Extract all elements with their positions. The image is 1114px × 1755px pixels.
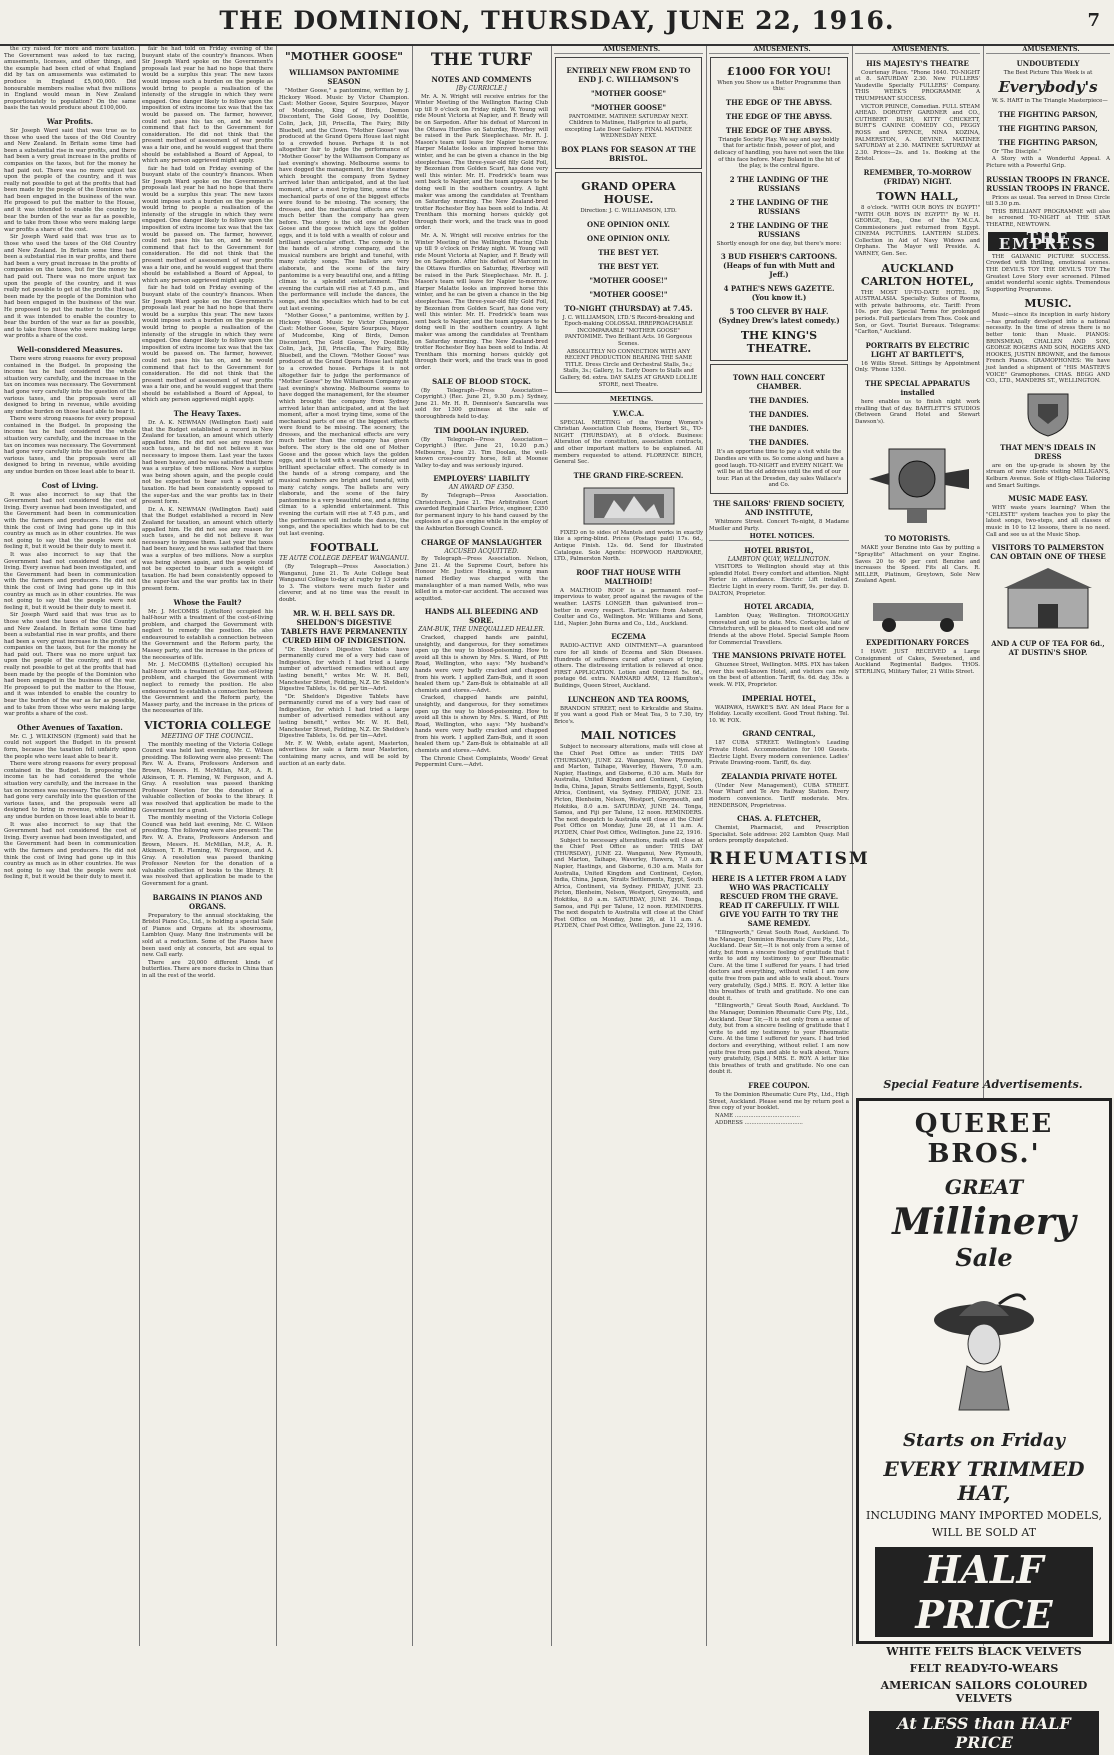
masthead	[0, 0, 1114, 46]
headline: THE TURF	[430, 50, 533, 70]
ad-text: When you Show us a Better Programme than this:	[717, 79, 841, 93]
ad-heading: ENTIRELY NEW FROM END TO END J. C. WILLIAMSON'S	[566, 65, 691, 84]
ad-line: "MOTHER GOOSE!"	[589, 289, 668, 299]
ad-text: Triangle Society Play. We say and say boldly that for artistic finish, power of plot, and delicacy of handling, you have not seen the like of this face before. Mary Boland in the hit of the play, is the central figure.	[714, 136, 844, 170]
article-text: The Chronic Chest Complaints, Woods' Great Peppermint Cure.—Advt.	[415, 755, 548, 769]
page-number: 7	[1087, 10, 1100, 31]
ad-text: are on the up-grade is shown by the stream of new clients visiting MILLIGAN'S, Kelburn Avenue. Sole of High-class Tailoring and Smart Suitings.	[986, 462, 1110, 489]
column-rule	[412, 46, 413, 1646]
opera-house-ad	[555, 172, 702, 393]
ad-line: ONE OPINION ONLY.	[586, 219, 670, 229]
ad-text: I HAVE JUST RECEIVED a Large Consignment of Cakes, Sweetened, and Auckland Regimental Badges. THOS. STERLING, Military Tailor, 21 Willis Street.	[855, 648, 980, 675]
queree-millinery-ad	[856, 1098, 1112, 1752]
column-rule	[551, 46, 552, 1646]
ad-heading: MUSIC MADE EASY.	[1008, 494, 1088, 504]
spraylite-illustration	[859, 429, 977, 529]
ad-line: TO-NIGHT (THURSDAY) at 7.45.	[564, 303, 693, 313]
shield-illustration	[1018, 388, 1078, 438]
subheadline: TE AUTE COLLEGE DEFEAT WANGANUI.	[279, 555, 409, 563]
ad-text: BRANDON STREET, next to Kirkcaldie and Stains. If you want a good Fish or Meat Tea, 5 to 7.30, try Brice's.	[554, 705, 703, 725]
ad-line: THE EDGE OF THE ABYSS.	[725, 125, 833, 135]
ad-text: Shortly enough for one day, but there's more:	[716, 240, 842, 247]
ad-text: Lambton Quay, Wellington. THOROUGHLY renovated and up to date. Mrs. Corkaylss, late of Christchurch, will be pleased to meet old and new friends at the above Hotel. Special Sample Room for Commercial Travellers.	[709, 613, 849, 646]
queree-great: GREAT	[944, 1175, 1024, 1199]
byline: [By CURRICLE.]	[456, 85, 507, 92]
ad-text: RADIO-ACTIVE AND OINTMENT—A guaranteed cure for all kinds of Eczema and Skin Diseases. Hundreds of sufferers cured after years of trying others. The distressing irritation is relieved at once. FIRST APPLICATION. Lotion and Ointment 5s. 6d., postage 6d. extra. NARNARD ARM, 12 Hamilton's Buildings, Queen Street, Auckland.	[554, 643, 703, 689]
section-header: AMUSEMENTS.	[709, 46, 849, 54]
subheading: Cost of Living.	[41, 480, 99, 490]
article-text: (By Telegraph—Press Association—Copyright.) (Rec. June 21, 9.30 p.m.) Sydney, June 21. Mr. H. R. Dennison's Sancarella was sold for 1300 guineas at the sale of thoroughbreds held to-day.	[415, 387, 548, 420]
subheadline: ACCUSED ACQUITTED.	[444, 547, 519, 555]
queree-every-trimmed-hat: EVERY TRIMMED HAT,	[883, 1457, 1085, 1505]
ad-line: 4 PATHE'S NEWS GAZETTE. (You know it.)	[723, 284, 835, 303]
ad-line: THE DANDIES.	[749, 410, 809, 420]
ad-heading: TO MOTORISTS.	[884, 534, 951, 544]
ad-text: THIS BRILLIANT PROGRAMME will also be screened TO-NIGHT at THE STAR THEATRE, NEWTOWN.	[986, 208, 1110, 228]
subheading: TIM DOOLAN INJURED.	[434, 425, 529, 435]
ad-heading: REMEMBER, TO-MORROW (FRIDAY) NIGHT.	[863, 167, 972, 186]
article-text: Sir Joseph Ward said that was true as to those who used the taxes of the Old Country and New Zealand. In Britain some time had been a substantial rise in war profits, and there had been a very great increase in the profits of companies on the taxes, but for the money he had paid out. There was no more unjust tax upon the people of the country, and it was really not possible to get at the profits that had been made by the people of the Dominion who had been engaged in the business of the war. He proposed to put the matter to the House, and it was intended to enable the country to bear the burden of the war as far as possible, and to take from those who were making large war profits a share of the cost.	[4, 127, 136, 233]
ad-heading: MUSIC.	[1024, 297, 1072, 311]
ad-text: "Ellingworth," Great South Road, Auckland. To the Manager, Dominion Rheumatic Cure Pty., Ltd., Auckland. Dear Sir,—It is not only from a sense of duty, but from a sincere feeling of gratitude that I write to add my testimony to your Rheumatic Cure. At the time I suffered for years. I had tried doctors and everything, without relief. I am now quite free from pain and able to walk about. Yours very gratefully, (Sgd.) MRS. E. ROY. A letter like this breathes of truth and gratitude. No one can doubt it.	[709, 1003, 849, 1076]
queree-ready-to-wears: FELT READY-TO-WEARS	[909, 1662, 1059, 1675]
article-text: There were strong reasons for every proposal contained in the Budget. In proposing the income tax he had considered the whole situation very carefully, and the increase in the tax on incomes was necessary. The Government had gone very carefully into the question of the various taxes, and the proposals were all designed to bring in revenue, while avoiding any undue burden on those least able to bear it.	[4, 355, 136, 415]
article-text: fair he had told on Friday evening of the buoyant state of the country's finances. When Sir Joseph Ward spoke on the Government's proposals last year he had no hope that there would be a surplus this year. The new taxes would impose such a burden on the people as would bring to people a realisation of the intensity of the struggle in which they were engaged. One danger likely to follow upon the imposition of extra income tax was that the tax would be passed on. The farmer, however, could not pass his tax on, and he would commend that fact to the Government for consideration. He did not think that the present method of assessment of war profits was a fair one, and he would suggest that there should be established a Board of Appeal, to which any person aggrieved might apply.	[142, 165, 273, 284]
subheading: Well-considered Measures.	[17, 344, 123, 354]
ad-heading: LUNCHEON AND TEA ROOMS,	[567, 694, 690, 704]
ad-line: THE DANDIES.	[749, 396, 809, 406]
subheading: EMPLOYERS' LIABILITY	[433, 474, 530, 484]
column-6	[709, 45, 870, 1646]
column-8	[986, 46, 1110, 1076]
queree-millinery: Millinery	[892, 1201, 1076, 1243]
article-text: Mr. J. McCOMBS (Lyttelton) occupied his half-hour with a treatment of the cost-of-living problem, and charged the Government with neglect to remedy the position. He also endeavoured to establish a connection between the Government and the Reform party, the Massey party, and the increase in the prices of the necessaries of life.	[142, 662, 273, 715]
lady-in-hat-illustration	[929, 1282, 1039, 1412]
column-7	[855, 46, 980, 1076]
ad-heading: THE GRAND FIRE-SCREEN.	[573, 470, 684, 480]
coupon-name-field: NAME ......................................	[715, 1112, 800, 1119]
ad-heading: THE KING'S THEATRE.	[740, 329, 818, 356]
motor-illustration	[859, 589, 977, 633]
coupon-address-field: ADDRESS ..................................	[715, 1120, 803, 1127]
ad-heading: HIS MAJESTY'S THEATRE	[866, 58, 969, 68]
ad-heading: TOWN HALL,	[876, 189, 959, 203]
article-text: "Dr. Sheldon's Digestive Tablets have permanently cured me of a very bad case of Indigestion, for which I had tried a large number of advertised remedies without any lasting benefit," writes Mr. W. H. Bell, Manchester Street, Feilding, N.Z. Dr. Sheldon's Digestive Tablets, 1s. 6d. per tin—Advt.	[279, 693, 409, 740]
ad-text: Chemist, Pharmacist, and Prescription Specialist. Sole address: 202 Lambton Quay. Mail orders promptly despatched.	[709, 825, 849, 845]
ad-line: 2 THE LANDING OF THE RUSSIANS	[729, 197, 829, 216]
subheading: HANDS ALL BLEEDING AND SORE.	[424, 607, 539, 626]
special-feature-heading: Special Feature Advertisements.	[883, 1078, 1083, 1091]
queree-sale: Sale	[955, 1243, 1013, 1272]
ad-heading: ECZEMA	[611, 632, 646, 642]
ad-line: ONE OPINION ONLY.	[586, 233, 670, 243]
ad-line: 2 THE LANDING OF THE RUSSIANS	[729, 174, 829, 193]
subheading: The Heavy Taxes.	[173, 409, 242, 419]
section-header: MEETINGS.	[554, 396, 703, 404]
article-text: Sir Joseph Ward said that was true as to those who used the taxes of the Old Country and New Zealand. In Britain some time had been a substantial rise in war profits, and there had been a very great increase in the profits of companies on the taxes, but for the money he had paid out. There was no more unjust tax upon the people of the country, and it was really not possible to get at the profits that had been made by the people of the Dominion who had been engaged in the business of the war. He proposed to put the matter to the House, and it was intended to enable the country to bear the burden of the war as far as possible, and to take from those who were making large war profits a share of the cost.	[4, 612, 136, 718]
article-text: fair he had told on Friday evening of the buoyant state of the country's finances. When Sir Joseph Ward spoke on the Government's proposals last year he had no hope that there would be a surplus this year. The new taxes would impose such a burden on the people as would bring to people a realisation of the intensity of the struggle in which they were engaged. One danger likely to follow upon the imposition of extra income tax was that the tax would be passed on. The farmer, however, could not pass his tax on, and he would commend that fact to the Government for consideration. He did not think that the present method of assessment of war profits was a fair one, and he would suggest that there should be established a Board of Appeal, to which any person aggrieved might apply.	[142, 46, 273, 165]
article-text: "Mother Goose," a pantomime, written by J. Hickory Wood. Music by Victor Champion. Cast: Mother Goose, Squire Sourpuss, Mayor of Mudcombe, King of Birds, Demon Discontent, The Gold Goose, Ivy Doolittle, Colin, Jack, Jill, Priscilla, The Fairy, Billy Bluebell, and the Clown. "Mother Goose" was produced at the Grand Opera House last night to a crowded house. Perhaps it is not altogether fair to judge the performance of "Mother Goose" by the Williamson Company as last evening's showing. Melbourne seems to have dogged the management, for the steamer which brought the company from Sydney arrived later than anticipated, and at the last moment, after a most trying time, some of the mechanical parts of one of the biggest effects were found to be missing. The scenery, the dresses, and the mechanical effects are very much better than the company has given before. The story is the old one of Mother Goose and the goose which lays the golden eggs, and it is told with a wealth of colour and brilliant spectacular effect. The comedy is in the hands of a strong company, and the musical numbers are bright and tuneful, with many catchy songs. The ballets are very elaborate, and the scene of the fairy pantomime is a very beautiful one, and a fitting climax to a splendid entertainment. This evening the curtain will rise at 7.45 p.m., and the performance will include the dances, the songs, and the specialties which had to be cut out last evening.	[279, 88, 409, 312]
article-text: It was also incorrect to say that the Government had not considered the cost of living. Every avenue had been investigated, and the Government had been in communication with the farmers and producers. He did not think the cost of living had gone up in this country as much as in other countries. He was not going to say that the people were not feeling it, but it would be their duty to meet it.	[4, 491, 136, 551]
kings-theatre-ad	[710, 57, 848, 362]
subheading: War Profits.	[46, 116, 94, 126]
subheadline: WILLIAMSON PANTOMIME SEASON	[289, 68, 399, 86]
ad-heading: Y.W.C.A.	[612, 408, 645, 418]
rheumatism-headline: RHEUMATISM	[709, 848, 870, 869]
ad-text: PANTOMIME. MATINEE SATURDAY NEXT. Children to Matinee, Half-price to all parts, excepting Late Door Gallery. FINAL MATINEE WEDNESDAY NEXT.	[564, 113, 693, 140]
queree-less-than-half: At LESS than HALF PRICE	[869, 1711, 1099, 1755]
ad-heading: ZEALANDIA PRIVATE HOTEL	[721, 771, 837, 781]
ad-line: THE FIGHTING PARSON,	[998, 109, 1098, 119]
ad-text: A MALTHOID ROOF is a permanent roof—impervious to water, proof against the ravages of the weather. LASTS LONGER than galvanised iron—better in every respect. Particulars from Asheroft Coulter and Co., Wellington. Mr. Williams and Sons, Ltd., Napier. John Burns and Co., Ltd., Auckland.	[554, 587, 703, 627]
queree-sailors: AMERICAN SAILORS COLOURED VELVETS	[880, 1679, 1088, 1705]
ad-text: Music—since its inception in early history—has gradually developed into a national necessity. In the time of stress there is no better tonic than Music. PIANOS: BRINSMEAD, CHALLEN AND SON, GEORGE ROGERS AND SON, ROGERS AND HOOKES, JUSTIN BROWNE, and the famous French Pianos. GRAMOPHONES: We have just landed a shipment of "HIS MASTER'S VOICE" Gramophones. CHAS. BEGG AND CO., LTD., MANDERS ST., WELLINGTON.	[986, 312, 1110, 385]
article-text: There were strong reasons for every proposal contained in the Budget. In proposing the income tax he had considered the whole situation very carefully, and the increase in the tax on incomes was necessary. The Government had gone very carefully into the question of the various taxes, and the proposals were all designed to bring in revenue, while avoiding any undue burden on those least able to bear it.	[4, 416, 136, 476]
subheadline: ZAM-BUK, THE UNEQUALLED HEALER.	[418, 626, 545, 634]
ad-text: 16 Willis Street. Sittings by Appointment Only. 'Phone 1350.	[855, 360, 980, 374]
ad-heading: BOX PLANS FOR SEASON AT THE BRISTOL.	[561, 144, 696, 163]
article-text: (By Telegraph—Press Association.) Wanganui, June 21. Te Aute College beat Wanganui College to-day at rugby by 13 points to 3. The visitors were much faster and cleverer, and at no time was the result in doubt.	[279, 563, 409, 603]
queree-will-be-sold: WILL BE SOLD AT	[931, 1526, 1037, 1539]
article-text: the cry raised for more and more taxation. The Government was asked to tax racing, amusements, licenses, and other things, and the example had been cited of what England did by tax on amusements was estimated to produce in England £5,000,000. Did honourable members realise what five millions in England would mean in New Zealand proportionately to population? On the same basis the tax would produce about £100,000.	[4, 46, 136, 112]
article-text: Sir Joseph Ward said that was true as to those who used the taxes of the Old Country and New Zealand. In Britain some time had been a substantial rise in war profits, and there had been a very great increase in the profits of companies on the taxes, but for the money he had paid out. There was no more unjust tax upon the people of the country, and it was really not possible to get at the profits that had been made by the people of the Dominion who had been engaged in the business of the war. He proposed to put the matter to the House, and it was intended to enable the country to bear the burden of the war as far as possible, and to take from those who were making large war profits a share of the cost.	[4, 234, 136, 340]
article-text: Dr. A. K. NEWMAN (Wellington East) said that the Budget established a record in New Zealand for taxation, an amount which utterly appalled him. He did not see any reason for such taxes, and he did not believe it was necessary to impose them. Last year the taxes had been heavy, and he was satisfied that there was a surplus of two millions. Now a surplus was being shown again, and the people could not be expected to bear such a weight of taxation. He had been consistently opposed to the super-tax and the war profits tax in their present form.	[142, 420, 273, 506]
article-text: "Dr. Sheldon's Digestive Tablets have permanently cured me of a very bad case of Indigestion, for which I had tried a large number of advertised remedies without any lasting benefit," writes Mr. W. H. Bell, Manchester Street, Feilding, N.Z. Dr. Sheldon's Digestive Tablets, 1s. 6d. per tin—Advt.	[279, 646, 409, 693]
ad-text: "Ellingworth," Great South Road, Auckland. To the Manager, Dominion Rheumatic Cure Pty., Ltd., Auckland. Dear Sir,—It is not only from a sense of duty, but from a sincere feeling of gratitude that I write to add my testimony to your Rheumatic Cure. At the time I suffered for years. I had tried doctors and everything, without relief. I am now quite free from pain and able to walk about. Yours very gratefully, (Sgd.) MRS. E. ROY. A letter like this breathes of truth and gratitude. No one can doubt it.	[709, 929, 849, 1002]
ad-line: THE BEST YET.	[598, 261, 659, 271]
ad-text: MAKE your Benzine into Gas by putting a "Spraylite" Attachment on your Engine. Saves 20 to 40 per cent Benzine and increases the Speed. Fits all Cars. R. MILLER, Platinum, Greytown, Sole New Zealand Agent.	[855, 545, 980, 585]
column-4	[415, 46, 548, 1646]
article-text: (By Telegraph—Press Association—Copyright.) (Rec. June 21, 10.20 p.m.) Melbourne, June 21. Tim Doolan, the well-known cross-country horse, fell at Moonee Valley to-day and was seriously injured.	[415, 436, 548, 469]
article-text: The monthly meeting of the Victoria College Council was held last evening, Mr. C. Wilson presiding. The following were also present: The Rev. W. A. Evans, Professors Anderson and Brown, Messrs. H. McMillan, M.P., A. R. Atkinson, T. R. Fleming, W. Ferguson, and A. Gray. A resolution was passed thanking Professor Newton for the donation of a valuable collection of books to the library. It was resolved that application be made to the Government for a grant.	[142, 815, 273, 888]
subheading: MR. W. H. BELL SAYS DR. SHELDON'S DIGESTIVE TABLETS HAVE PERMANENTLY CURED HIM OF INDIGESTION.	[280, 608, 408, 645]
article-text: The monthly meeting of the Victoria College Council was held last evening, Mr. C. Wilson presiding. The following were also present: The Rev. W. A. Evans, Professors Anderson and Brown, Messrs. H. McMillan, M.P., A. R. Atkinson, T. R. Fleming, W. Ferguson, and A. Gray. A resolution was passed thanking Professor Newton for the donation of a valuable collection of books to the library. It was resolved that application be made to the Government for a grant.	[142, 741, 273, 814]
ad-title: "MOTHER GOOSE"	[590, 88, 667, 98]
ad-heading: GRAND CENTRAL,	[742, 729, 816, 739]
ad-heading: VISITORS TO PALMERSTON CAN OBTAIN ONE OF THESE	[990, 543, 1106, 562]
article-text: Mr. C. J. WILKINSON (Egmont) said that he could not support the Budget in its present form, because the taxation fell unfairly upon the people who were least able to bear it.	[4, 733, 136, 760]
article-text: Cracked, chapped hands are painful, unsightly, and dangerous, for they sometimes open up the way to blood-poisoning. How to avoid all this is shown by Mrs. S. Ward, of Pitt Road, Wellington, who says: "My husband's hands were very badly cracked and chapped from his work. I applied Zam-Buk, and it soon healed them up." Zam-Buk is obtainable at all chemists and stores.—Advt.	[415, 634, 548, 694]
ad-text: VICTOR PRINCE, Comedian. FULL STEAM AHEAD. DOROTHY GARDNER and CO., CUTHBERT BUSH, KITTY CRICKETT, BURT'S CANINE COMEDY CO., PEGGY ROSS and SPENCE, NINA KOZINA, PALMERSTON, A. DEVINE. MATINEE SATURDAY at 2.30. MATINEE SATURDAY at 2.30. Prices—2s. and 1s. Booking at the Bristol.	[855, 103, 980, 163]
ad-line: THE FIGHTING PARSON,	[998, 123, 1098, 133]
column-rule	[706, 46, 707, 1646]
article-text: By Telegraph—Press Association. Christchurch, June 21. The Arbitration Court awarded Reginald Charles Price, engineer, £350 for permanent injury to his hand caused by the explosion of a gas engine while in the employ of the Ashburton Borough Council.	[415, 493, 548, 533]
shop-illustration	[998, 564, 1098, 634]
coupon-heading: FREE COUPON.	[748, 1080, 810, 1090]
article-text: Mr. A. N. Wright will receive entries for the Winter Meeting of the Wellington Racing Club up till 9 o'clock on Friday night. W. Young will ride Mount Victoria at Napier, and F. Brady will be on Sarpedon. After his defeat of Marconi in the Ottawa Hurdles on Saturday, Riverboy will be raised in the Park Steeplechase. Mr. R. J. Mason's team will leave for Napier to-morrow. Harper Malatte looks an improved horse this winter, and he can be given a chance in the big steeplechase. The three-year-old filly Gold Foil, by Bezonian from Golden Scarf, has done very well this winter. Mr. H. Fredrick's team was sent back to Napier, and the team appears to be doing well in the southern country. A light maker was among the candidates at Trentham on Saturday morning. The New Zealand-bred trotter Rochester Boy has been sold to India. At Trentham this morning horses quickly got through their work, and the track was in good order.	[415, 233, 548, 371]
ad-text: 187 CUBA STREET. Wellington's Leading Private Hotel. Accommodation for 100 Guests. Electric Light. Every modern convenience. Ladies' Private Drawing-room. Tariff, 6s. day.	[709, 740, 849, 767]
ad-text: here enables us to finish night work rivalling that of day. BARTLETT'S STUDIOS (Between Grand Hotel and Stewart Dawson's).	[855, 399, 980, 425]
ad-heading: HOTEL BRISTOL,	[744, 545, 814, 555]
column-5	[554, 46, 703, 1646]
subheadline: MEETING OF THE COUNCIL.	[161, 733, 254, 740]
ad-line: THE FIGHTING PARSON,	[998, 137, 1098, 147]
ad-text: A Story with a Wonderful Appeal. A Picture with a Powerful Grip.	[986, 156, 1110, 169]
queree-starts-friday: Starts on Friday	[902, 1430, 1066, 1451]
queree-felts: WHITE FELTS BLACK VELVETS	[886, 1645, 1082, 1658]
ad-heading: IMPERIAL HOTEL,	[741, 693, 817, 703]
column-rule	[852, 46, 853, 1646]
column-rule	[276, 46, 277, 1646]
subheadline: AN AWARD OF £350.	[448, 484, 515, 492]
ad-text: Prices as usual. Tea served in Dress Circle till 5.30 p.m.	[986, 194, 1110, 208]
ad-text: SPECIAL MEETING of the Young Women's Christian Association Club Rooms, Herbert St., TO-NIGHT (THURSDAY), at 8 o'clock. Business: Alteration of the constitution, association contracts, and other important matters to be explained. All members requested to attend. FLORENCE BIRCH, General Sec.	[554, 419, 703, 466]
article-text: Cracked, chapped hands are painful, unsightly, and dangerous, for they sometimes open up the way to blood-poisoning. How to avoid all this is shown by Mrs. S. Ward, of Pitt Road, Wellington, who says: "My husband's hands were very badly cracked and chapped from his work. I applied Zam-Buk, and it soon healed them up." Zam-Buk is obtainable at all chemists and stores.—Advt.	[415, 695, 548, 755]
article-text: Subject to necessary alterations, mails will close at the Chief Post Office as under: THIS DAY (THURSDAY), JUNE 22. Wanganui, New Plymouth, and Marton, Taihape, Waverley, Hawera, 7.0 a.m. Napier, Hastings, and Gisborne, 6.30 a.m. Mails for Australia, United Kingdom and Continent, Ceylon, India, China, Japan, Straits Settlements, Egypt, South Africa, Continent, via Sydney. FRIDAY, JUNE 23. Picton, Blenheim, Nelson, Westport, Greymouth, and Hokitika, 8.0 a.m. SATURDAY, JUNE 24. Tonga, Samoa, and Fiji per Talune, 12 noon. REMINDERS. The next despatch to Australia will close at the Chief Post Office on Monday, June 26, at 11 a.m. A. PLYDEN, Chief Post Office, Wellington. June 22, 1916.	[554, 744, 703, 837]
article-text: It was also incorrect to say that the Government had not considered the cost of living. Every avenue had been investigated, and the Government had been in communication with the farmers and producers. He did not think the cost of living had gone up in this country as much as in other countries. He was not going to say that the people were not feeling it, but it would be their duty to meet it.	[4, 551, 136, 611]
article-text: "Mother Goose," a pantomime, written by J. Hickory Wood. Music by Victor Champion. Cast: Mother Goose, Squire Sourpuss, Mayor of Mudcombe, King of Birds, Demon Discontent, The Gold Goose, Ivy Doolittle, Colin, Jack, Jill, Priscilla, The Fairy, Billy Bluebell, and the Clown. "Mother Goose" was produced at the Grand Opera House last night to a crowded house. Perhaps it is not altogether fair to judge the performance of "Mother Goose" by the Williamson Company as last evening's showing. Melbourne seems to have dogged the management, for the steamer which brought the company from Sydney arrived later than anticipated, and at the last moment, after a most trying time, some of the mechanical parts of one of the biggest effects were found to be missing. The scenery, the dresses, and the mechanical effects are very much better than the company has given before. The story is the old one of Mother Goose and the goose which lays the golden eggs, and it is told with a wealth of colour and brilliant spectacular effect. The comedy is in the hands of a strong company, and the musical numbers are bright and tuneful, with many catchy songs. The ballets are very elaborate, and the scene of the fairy pantomime is a very beautiful one, and a fitting climax to a splendid entertainment. This evening the curtain will rise at 7.45 p.m., and the performance will include the dances, the songs, and the specialties which had to be cut out last evening.	[279, 313, 409, 537]
newspaper-title: THE DOMINION, THURSDAY, JUNE 22, 1916.	[219, 6, 895, 35]
article-text: Subject to necessary alterations, mails will close at the Chief Post Office as under: THIS DAY (THURSDAY), JUNE 22. Wanganui, New Plymouth, and Marton, Taihape, Waverley, Hawera, 7.0 a.m. Napier, Hastings, and Gisborne, 6.30 a.m. Mails for Australia, United Kingdom and Continent, Ceylon, India, China, Japan, Straits Settlements, Egypt, South Africa, Continent, via Sydney. FRIDAY, JUNE 23. Picton, Blenheim, Nelson, Westport, Greymouth, and Hokitika, 8.0 a.m. SATURDAY, JUNE 24. Tonga, Samoa, and Fiji per Talune, 12 noon. REMINDERS. The next despatch to Australia will close at the Chief Post Office on Monday, June 26, at 11 a.m. A. PLYDEN, Chief Post Office, Wellington. June 22, 1916.	[554, 837, 703, 930]
section-header: AMUSEMENTS.	[554, 46, 703, 54]
ad-text: ABSOLUTELY NO CONNECTION WITH ANY RECENT PRODUCTION BEARING THE SAME TITLE. Dress Circle and Orchestral Stalls, 5s.; Stalls, 3s.; Gallery, 1s. Early Doors to Stalls and Gallery, 6d. extra. DAY SALES AT GRAND LOLLIE STORE, next Theatre.	[559, 348, 698, 388]
ad-heading: TOWN HALL CONCERT CHAMBER.	[732, 373, 826, 392]
ad-text: To the Dominion Rheumatic Cure Pty., Ltd., High Street, Auckland. Please send me by return post a free copy of your booklet.	[709, 1091, 849, 1112]
subheading: Other Avenues of Taxation.	[17, 722, 123, 732]
article-text: fair he had told on Friday evening of the buoyant state of the country's finances. When Sir Joseph Ward spoke on the Government's proposals last year he had no hope that there would be a surplus this year. The new taxes would impose such a burden on the people as would bring to people a realisation of the intensity of the struggle in which they were engaged. One danger likely to follow upon the imposition of extra income tax was that the tax would be passed on. The farmer, however, could not pass his tax on, and he would commend that fact to the Government for consideration. He did not think that the present method of assessment of war profits was a fair one, and he would suggest that there should be established a Board of Appeal, to which any person aggrieved might apply.	[142, 285, 273, 404]
article-text: Mr. A. N. Wright will receive entries for the Winter Meeting of the Wellington Racing Club up till 9 o'clock on Friday night. W. Young will ride Mount Victoria at Napier, and F. Brady will be on Sarpedon. After his defeat of Marconi in the Ottawa Hurdles on Saturday, Riverboy will be raised in the Park Steeplechase. Mr. R. J. Mason's team will leave for Napier to-morrow. Harper Malatte looks an improved horse this winter, and he can be given a chance in the big steeplechase. The three-year-old filly Gold Foil, by Bezonian from Golden Scarf, has done very well this winter. Mr. H. Fredrick's team was sent back to Napier, and the team appears to be doing well in the southern country. A light maker was among the candidates at Trentham on Saturday morning. The New Zealand-bred trotter Rochester Boy has been sold to India. At Trentham this morning horses quickly got through their work, and the track was in good order.	[415, 93, 548, 232]
article-text: Mr. J. McCOMBS (Lyttelton) occupied his half-hour with a treatment of the cost-of-living problem, and charged the Government with neglect to remedy the position. He also endeavoured to establish a connection between the Government and the Reform party, the Massey party, and the increase in the prices of the necessaries of life.	[142, 608, 273, 661]
ad-text: J. C. WILLIAMSON, LTD.'S Record-breaking and Epoch-making COLOSSAL IRREPROACHABLE INCOMPARABLE "MOTHER GOOSE" PANTOMIME. Two Brilliant Acts. 16 Gorgeous Scenes.	[562, 314, 695, 347]
article-text: Mr. F. W. Webb, estate agent, Masterton, advertises for sale a farm near Masterton, containing many acres, and will be sold by auction at an early date.	[279, 740, 409, 767]
ad-heading: GRAND OPERA HOUSE.	[581, 179, 676, 206]
ad-heading: THE MANSIONS PRIVATE HOTEL	[712, 651, 846, 661]
article-text: It was also incorrect to say that the Government had not considered the cost of living. Every avenue had been investigated, and the Government had been in communication with the farmers and producers. He did not think the cost of living had gone up in this country as much as in other countries. He was not going to say that the people were not feeling it, but it would be their duty to meet it.	[4, 821, 136, 881]
subheading: Whose the Fault?	[173, 597, 242, 607]
ad-line: 3 BUD FISHER'S CARTOONS. (Heaps of fun with Mutt and Jeff.)	[720, 252, 838, 280]
ad-title: "MOTHER GOOSE"	[590, 102, 667, 112]
everybodys-logo: Everybody's	[998, 78, 1098, 97]
subheading: BARGAINS IN PIANOS AND ORGANS.	[152, 892, 263, 911]
ad-line: "MOTHER GOOSE!"	[589, 275, 668, 285]
section-header: AMUSEMENTS.	[986, 46, 1110, 54]
ad-text: Or "The Disciple."	[992, 148, 1042, 155]
ad-text: THE MOST UP-TO-DATE HOTEL IN AUSTRALASIA. Specialty: Suites of Rooms, with private bathrooms, etc. Tariff: From 10s. per day. Special Terms for prolonged periods. Full particulars from Thos. Cook and Son, or Govt. Tourist Bureaux. Telegrams: "Carlton," Auckland.	[855, 289, 980, 336]
subheading: CHARGE OF MANSLAUGHTER	[421, 537, 542, 547]
section-header: HOTEL NOTICES.	[709, 533, 849, 541]
ad-text: Whitmore Street. Concert To-night, 8 Madame Mueller and Party.	[709, 518, 849, 532]
fire-screen-illustration	[574, 482, 684, 528]
article-text: There are 20,000 different kinds of butterflies. There are more ducks in China than in all the rest of the world.	[142, 959, 273, 979]
town-hall-ad	[710, 364, 848, 494]
ad-line: THE DANDIES.	[749, 438, 809, 448]
ad-heading: PORTRAITS BY ELECTRIC LIGHT AT BARTLETT'S,	[865, 340, 970, 359]
headline: FOOTBALL	[309, 541, 379, 555]
ad-line: RUSSIAN TROOPS IN FRANCE. RUSSIAN TROOPS IN FRANCE.	[986, 174, 1110, 193]
ad-line: 5 TOO CLEVER BY HALF. (Sydney Drew's latest comedy.)	[718, 307, 840, 326]
queree-firm-name: QUEREE BROS.'	[914, 1109, 1054, 1169]
empress-logo: THE EMPRESS	[988, 232, 1108, 251]
ad-line: THE BEST YET.	[598, 247, 659, 257]
ad-text: W. S. HART in The Triangle Masterpiece—	[992, 98, 1108, 105]
ad-heading: ROOF THAT HOUSE WITH MALTHOID!	[576, 567, 681, 586]
ad-text: FIXED on to sides of Mantels and works in exactly like a spring-blind. Prices (Postage paid) 17s. 6d., Antique Finish. 12s. 6d. Send for Illustrated Catalogue. Sole Agents: HOPWOOD HARDWARE, LTD., Palmerston North.	[554, 529, 703, 563]
article-text: Preparatory to the annual stocktaking, the Bristol Piano Co., Ltd., is holding a special Sale of Pianos and Organs at its showrooms, Lambton Quay. Many fine instruments will be sold at a reduction. Some of the Pianos have been used only at concerts, but are equal to new. Call early.	[142, 912, 273, 959]
ad-heading: EXPEDITIONARY FORCES	[865, 637, 969, 647]
ad-line: THE EDGE OF THE ABYSS.	[725, 111, 833, 121]
ad-text: (Under New Management), CUBA STREET. Near Wharf and Te Aro Railway Station. Every modern convenience. Tariff moderate. Mrs. HENDERSON, Proprietress.	[709, 782, 849, 809]
ad-subheading: LAMBTON QUAY, WELLINGTON.	[727, 555, 831, 563]
article-text: Dr. A. K. NEWMAN (Wellington East) said that the Budget established a record in New Zealand for taxation, an amount which utterly appalled him. He did not see any reason for such taxes, and he did not believe it was necessary to impose them. Last year the taxes had been heavy, and he was satisfied that there was a surplus of two millions. Now a surplus was being shown again, and the people could not be expected to bear such a weight of taxation. He had been consistently opposed to the super-tax and the war profits tax in their present form.	[142, 506, 273, 592]
pantomime-ad	[555, 57, 702, 169]
ad-line: 2 THE LANDING OF THE RUSSIANS	[729, 220, 829, 239]
ad-heading: AND A CUP OF TEA FOR 6d., AT DUSTIN'S SHOP.	[991, 639, 1105, 658]
headline: MAIL NOTICES	[580, 729, 677, 743]
ad-text: It's an opportune time to pay a visit while the Dandies are with us. So come along and have a good laugh. TO-NIGHT and EVERY NIGHT. We will be at the old address until the end of our tour. Plan at the Dresden, day sales Wallace's and Co.	[714, 449, 844, 489]
ad-text: Ghuznee Street, Wellington. MRS. FIX has taken over this well-known Hotel, and visitors can rely on the best of attention. Tariff, 6s. 6d. day, 35s. a week. W. FIX, Proprietor.	[709, 662, 849, 688]
column-3	[279, 46, 409, 1646]
section-header: AMUSEMENTS.	[855, 46, 980, 54]
ad-heading: AUCKLAND CARLTON HOTEL,	[860, 261, 975, 288]
ad-heading: HOTEL ARCADIA,	[743, 602, 815, 612]
queree-including: INCLUDING MANY IMPORTED MODELS,	[866, 1509, 1102, 1522]
ad-heading: CHAS. A. FLETCHER,	[737, 814, 821, 824]
ad-subheading: HERE IS A LETTER FROM A LADY WHO WAS PRACTICALLY RESCUED FROM THE GRAVE. READ IT CAREFULLY. IT WILL GIVE YOU FAITH TO TRY THE SAME REMEDY.	[711, 873, 847, 928]
article-text: There were strong reasons for every proposal contained in the Budget. In proposing the income tax he had considered the whole situation very carefully, and the increase in the tax on incomes was necessary. The Government had gone very carefully into the question of the various taxes, and the proposals were all designed to bring in revenue, while avoiding any undue burden on those least able to bear it.	[4, 761, 136, 820]
column-2	[142, 46, 273, 1646]
ad-text: The Best Picture This Week is at	[1003, 69, 1093, 76]
ad-text: THE GALVANIC PICTURE SUCCESS. Crowded with thrilling, emotional scenes. THE DEVIL'S TOY THE DEVIL'S TOY The Greatest Love Story ever screened. Filmed amidst wonderful scenic sights. Tremendous Supporting Programme.	[986, 253, 1110, 293]
headline: VICTORIA COLLEGE	[144, 719, 271, 732]
ad-text: Direction: J. C. WILLIAMSON, LTD.	[580, 207, 677, 214]
ad-text: VISITORS to Wellington should stay at this splendid Hotel. Every comfort and attention. Night Porter in attendance. Electric Lift installed. Electric Light in every room. Tariff, 9s. per day. D. DALTON, Proprietor.	[709, 564, 849, 597]
ad-line: THE DANDIES.	[749, 424, 809, 434]
column-1	[4, 46, 136, 1646]
ad-heading: THE SPECIAL APPARATUS installed	[865, 379, 970, 397]
ad-text: 8 o'clock. "WITH OUR BOYS IN EGYPT!" "WITH OUR BOYS IN EGYPT!" By W. H. GEORGE, Esq., One of the Y.M.C.A. Commissioners just returned from Egypt. CINEMA PICTURES. LANTERN SLIDES. Collection in Aid of Navy Widows and Orphans. The Mayor will Preside. A. VARNEY, Gen. Sec.	[855, 204, 980, 258]
article-text: By Telegraph—Press Association. Nelson, June 21. At the Supreme Court, before his Honour Mr. Justice Hosking, a young man named Hedley was charged with the manslaughter of a man named Wells, who was killed in a motor-car accident. The accused was acquitted.	[415, 556, 548, 602]
ad-text: WHY waste years learning? When the "CELESTE" system teaches you to play the latest songs, two-steps, and all classes of music in 10 to 12 lessons, there is no need. Call and see us at the Music Shop.	[986, 505, 1110, 538]
ad-heading: THE SAILORS' FRIEND SOCIETY, AND INSTITUTE,	[713, 498, 845, 517]
ad-heading: THAT MEN'S IDEALS IN DRESS	[1000, 442, 1096, 461]
column-rule	[139, 46, 140, 1646]
queree-half-price: HALF PRICE	[875, 1547, 1093, 1637]
headline: "MOTHER GOOSE"	[284, 50, 404, 63]
ad-line: THE EDGE OF THE ABYSS.	[725, 97, 833, 107]
ad-text: WAIPAWA, HAWKE'S BAY. AN Ideal Place for a Holiday. Locally excellent. Good Trout fishing. Tel. 10. W. FOX.	[709, 704, 849, 724]
subheadline: NOTES AND COMMENTS	[431, 75, 532, 84]
subheading: SALE OF BLOOD STOCK.	[432, 376, 531, 386]
ad-heading: UNDOUBTEDLY	[1016, 58, 1080, 68]
ad-heading: £1000 FOR YOU!	[726, 64, 832, 78]
ad-text: Courtenay Place. "Phone 1640. TO-NIGHT at 8. SATURDAY 2.30. New FULLERS' Vaudeville Specialty FULLERS' Company. THIS WEEK'S PROGRAMME A TRIUMPHANT SUCCESS.	[855, 69, 980, 102]
